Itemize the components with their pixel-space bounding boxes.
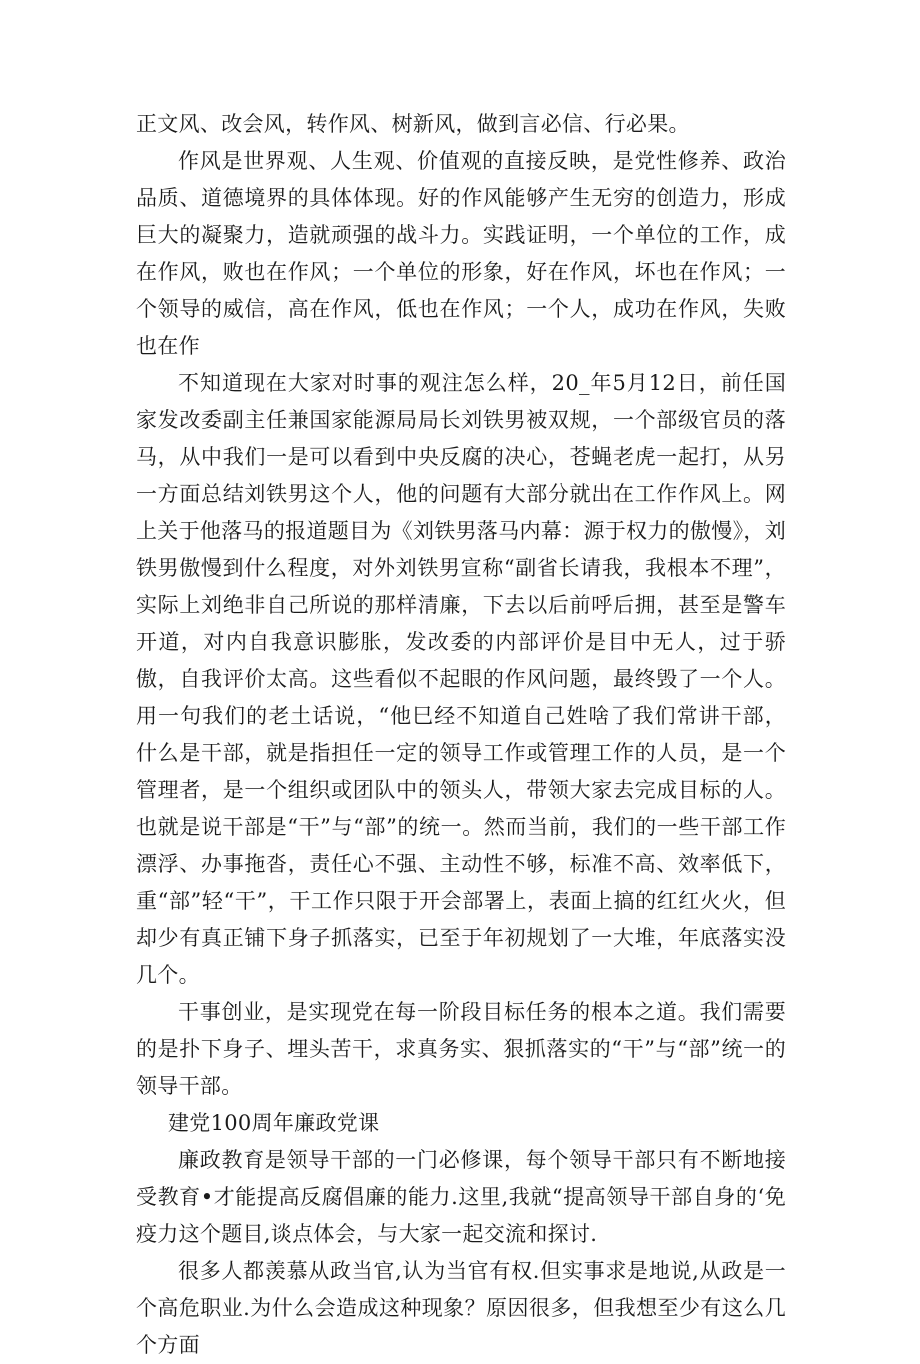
paragraph-work-style-meaning: 作风是世界观、人生观、价值观的直接反映，是党性修养、政治品质、道德境界的具体体现。好的作风能够产生无穷的创造力，形成巨大的凝聚力，造就顽强的战斗力。实践证明，一个单位的工作，成在作风，败也在作风；一个单位的形象，好在作风，坏也在作风；一个领导的威信，高在作风，低也在作风；一个人，成功在作风，失败也在作 <box>136 149 786 358</box>
paragraph-entrepreneurship: 干事创业，是实现党在每一阶段目标任务的根本之道。我们需要的是扑下身子、埋头苦干，求真务实、狠抓落实的“干”与“部”统一的领导干部。 <box>136 1000 786 1098</box>
paragraph-high-risk-profession: 很多人都羡慕从政当官,认为当官有权.但实事求是地说,从政是一个高危职业.为什么会造成这种现象？原因很多，但我想至少有这么几个方面 <box>136 1259 786 1357</box>
paragraph-liu-tienan-case: 不知道现在大家对时事的观注怎么样，20_年5月12日，前任国家发改委副主任兼国家能源局局长刘铁男被双规，一个部级官员的落马，从中我们一是可以看到中央反腐的决心，苍蝇老虎一起打，从另一方面总结刘铁男这个人，他的问题有大部分就出在工作作风上。网上关于他落马的报道题目为《刘铁男落马内幕：源于权力的傲慢》，刘铁男傲慢到什么程度，对外刘铁男宣称“副省长请我，我根本不理”，实际上刘绝非自己所说的那样清廉，下去以后前呼后拥，甚至是警车开道，对内自我意识膨胀，发改委的内部评价是目中无人，过于骄傲，自我评价太高。这些看似不起眼的作风问题，最终毁了一个人。用一句我们的老土话说，“他巳经不知道自己姓啥了我们常讲干部，什么是干部，就是指担任一定的领导工作或管理工作的人员，是一个管理者，是一个组织或团队中的领头人，带领大家去完成目标的人。也就是说干部是“干”与“部”的统一。然而当前，我们的一些干部工作漂浮、办事拖沓，责任心不强、主动性不够，标准不高、效率低下，重“部”轻“干”，干工作只限于开会部署上，表面上搞的红红火火，但却少有真正铺下身子抓落实，已至于年初规划了一大堆，年底落实没几个。 <box>136 371 786 987</box>
paragraph-style-rectification: 正文风、改会风，转作风、树新风，做到言必信、行必果。 <box>136 112 690 136</box>
paragraph-integrity-education: 廉政教育是领导干部的一门必修课，每个领导干部只有不断地接受教育•才能提高反腐倡廉的能力.这里,我就“提高领导干部自身的‘免疫力这个题目,谈点体会，与大家一起交流和探讨. <box>136 1148 786 1246</box>
document-body <box>136 106 786 1364</box>
section-heading: 建党100周年廉政党课 <box>168 1111 380 1135</box>
